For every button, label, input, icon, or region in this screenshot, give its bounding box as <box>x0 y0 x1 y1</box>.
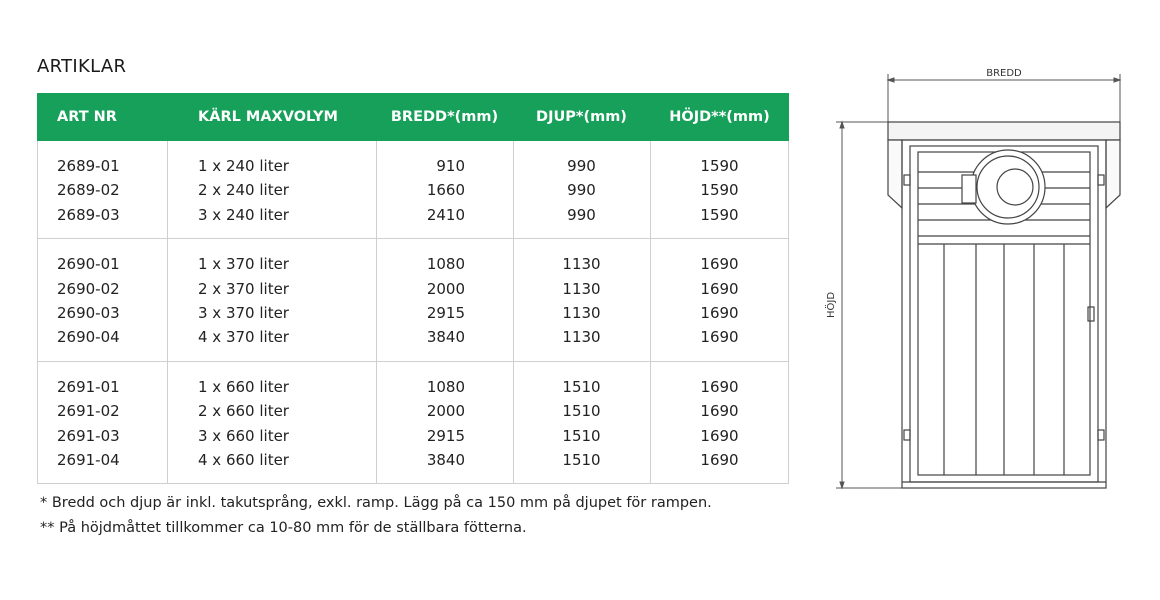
table-header-row <box>37 93 789 141</box>
art-nr-cell: 2690-02 <box>57 279 120 298</box>
hojd-cell: 1690 <box>700 451 739 470</box>
bredd-cell: 1660 <box>426 181 465 200</box>
hojd-cell: 1690 <box>700 304 739 323</box>
hojd-cell: 1590 <box>700 205 739 224</box>
container-drawing <box>820 60 1130 500</box>
column-divider <box>788 141 789 484</box>
bredd-cell: 2915 <box>426 304 465 323</box>
djup-cell: 1510 <box>562 451 601 470</box>
karl-maxvolym-cell: 3 x 370 liter <box>198 304 289 323</box>
footnote-1: * Bredd och djup är inkl. takutsprång, exkl. ramp. Lägg på ca 150 mm på djupet för rampen. <box>40 495 712 511</box>
table-row <box>37 203 789 239</box>
bredd-cell: 2000 <box>426 279 465 298</box>
karl-maxvolym-cell: 4 x 370 liter <box>198 328 289 347</box>
table-row <box>37 277 789 301</box>
bredd-cell: 2000 <box>426 402 465 421</box>
width-label: BREDD <box>986 68 1022 79</box>
bredd-cell: 1080 <box>426 377 465 396</box>
djup-cell: 990 <box>567 157 596 175</box>
djup-cell: 990 <box>567 181 596 200</box>
djup-cell: 1510 <box>562 402 601 421</box>
bredd-cell: 2410 <box>426 205 465 224</box>
djup-cell: 1130 <box>562 255 601 274</box>
hojd-cell: 1690 <box>700 328 739 347</box>
art-nr-cell: 2691-01 <box>57 377 120 396</box>
art-nr-cell: 2691-02 <box>57 402 120 421</box>
karl-maxvolym-cell: 2 x 240 liter <box>198 181 289 200</box>
article-table <box>37 93 789 484</box>
table-row <box>37 301 789 325</box>
table-row <box>37 325 789 361</box>
bredd-cell: 1080 <box>426 255 465 274</box>
hojd-cell: 1590 <box>700 157 739 175</box>
column-divider <box>513 141 514 484</box>
karl-maxvolym-cell: 1 x 240 liter <box>198 157 289 175</box>
header-karl-maxvolym: KÄRL MAXVOLYM <box>167 93 376 141</box>
hojd-cell: 1690 <box>700 402 739 421</box>
column-divider <box>37 141 38 484</box>
djup-cell: 1510 <box>562 426 601 445</box>
karl-maxvolym-cell: 1 x 370 liter <box>198 255 289 274</box>
header-hojd: HÖJD**(mm) <box>650 93 789 141</box>
table-row <box>37 141 789 178</box>
karl-maxvolym-cell: 2 x 370 liter <box>198 279 289 298</box>
bredd-cell: 3840 <box>426 451 465 470</box>
art-nr-cell: 2689-01 <box>57 157 120 175</box>
header-art-nr: ART NR <box>37 93 167 141</box>
table-row <box>37 424 789 448</box>
table-row <box>37 362 789 399</box>
row-divider <box>37 238 789 239</box>
art-nr-cell: 2691-04 <box>57 451 120 470</box>
karl-maxvolym-cell: 3 x 240 liter <box>198 205 289 224</box>
djup-cell: 1130 <box>562 328 601 347</box>
table-row <box>37 448 789 484</box>
bredd-cell: 3840 <box>426 328 465 347</box>
hojd-cell: 1690 <box>700 255 739 274</box>
art-nr-cell: 2689-02 <box>57 181 120 200</box>
djup-cell: 1130 <box>562 279 601 298</box>
column-divider <box>376 141 377 484</box>
hojd-cell: 1690 <box>700 377 739 396</box>
header-djup: DJUP*(mm) <box>513 93 650 141</box>
bredd-cell: 910 <box>436 157 465 175</box>
art-nr-cell: 2690-04 <box>57 328 120 347</box>
karl-maxvolym-cell: 4 x 660 liter <box>198 451 289 470</box>
row-divider <box>37 483 789 484</box>
bredd-cell: 2915 <box>426 426 465 445</box>
karl-maxvolym-cell: 3 x 660 liter <box>198 426 289 445</box>
art-nr-cell: 2689-03 <box>57 205 120 224</box>
djup-cell: 990 <box>567 205 596 224</box>
table-row <box>37 178 789 202</box>
art-nr-cell: 2690-03 <box>57 304 120 323</box>
hojd-cell: 1690 <box>700 279 739 298</box>
header-bredd: BREDD*(mm) <box>376 93 513 141</box>
column-divider <box>167 141 168 484</box>
art-nr-cell: 2690-01 <box>57 255 120 274</box>
art-nr-cell: 2691-03 <box>57 426 120 445</box>
djup-cell: 1510 <box>562 377 601 396</box>
djup-cell: 1130 <box>562 304 601 323</box>
karl-maxvolym-cell: 1 x 660 liter <box>198 377 289 396</box>
footnote-2: ** På höjdmåttet tillkommer ca 10-80 mm för de ställbara fötterna. <box>40 520 527 536</box>
hojd-cell: 1590 <box>700 181 739 200</box>
height-label: HÖJD <box>826 291 837 319</box>
table-row <box>37 399 789 423</box>
section-title: ARTIKLAR <box>37 56 127 77</box>
column-divider <box>650 141 651 484</box>
table-row <box>37 239 789 276</box>
karl-maxvolym-cell: 2 x 660 liter <box>198 402 289 421</box>
row-divider <box>37 361 789 362</box>
hojd-cell: 1690 <box>700 426 739 445</box>
